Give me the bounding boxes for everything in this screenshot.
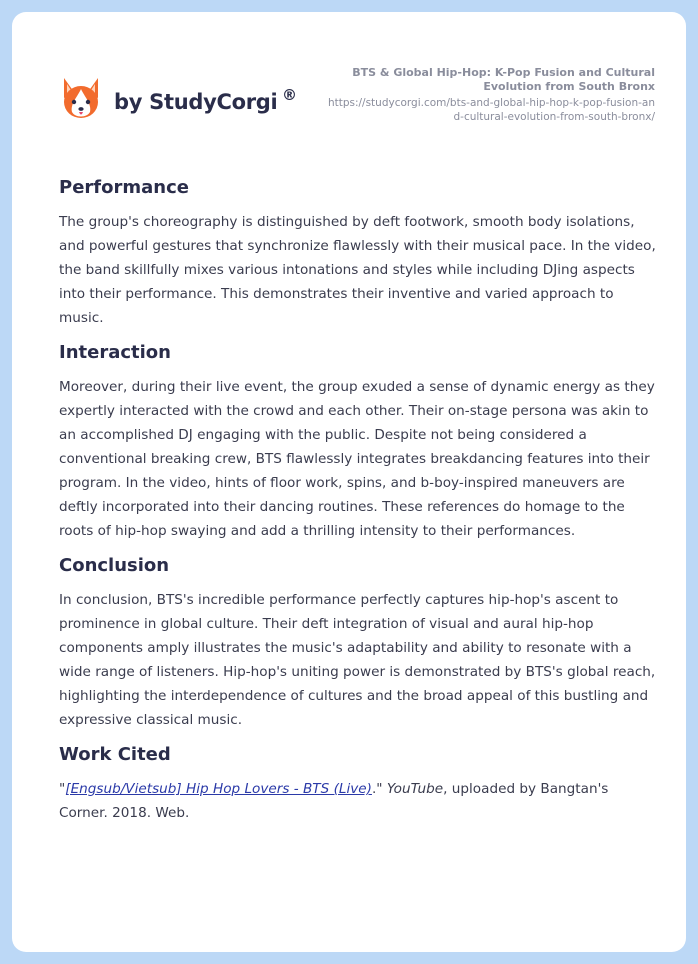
document-content (59, 175, 659, 835)
citation (59, 777, 659, 825)
section-body: Moreover, during their live event, the group exuded a sense of dynamic energy as they expertly interacted with the crowd and each other. Their on-stage persona was akin to an accomplished DJ engaging with the public. Despite not being considered a conventional breaking crew, BTS flawlessly integrates breakdancing features into their program. In the video, hints of floor work, spins, and b-boy-inspired maneuvers are deftly incorporated into their dancing routines. These references do homage to the roots of hip-hop swaying and add a thrilling intensity to their performances. (59, 379, 655, 539)
citation-source: YouTube (386, 781, 444, 797)
logo-text: by StudyCorgi (114, 90, 278, 114)
document-url[interactable]: https://studycorgi.com/bts-and-global-hip-hop-k-pop-fusion-and-cultural-evolution-from-south-bronx/ (327, 97, 655, 123)
section-body: The group's choreography is distinguished by deft footwork, smooth body isolations, and powerful gestures that synchronize flawlessly with their musical pace. In the video, the band skillfully mixes various intonations and styles while including DJing aspects into their performance. This demonstrates their inventive and varied approach to music. (59, 214, 656, 326)
section-works-cited (59, 742, 659, 825)
section-performance (59, 175, 659, 330)
corgi-icon (60, 76, 102, 122)
registered-mark: ® (282, 86, 297, 104)
citation-close-quote: ." (371, 781, 387, 797)
document-title: BTS & Global Hip-Hop: K-Pop Fusion and Cultural Evolution from South Bronx (352, 66, 655, 93)
section-heading: Work Cited (59, 744, 171, 765)
section-body: In conclusion, BTS's incredible performance perfectly captures hip-hop's ascent to prominence in global culture. Their deft integration of visual and aural hip-hop components amply illustrates the music's adaptability and ability to resonate with a wide range of listeners. Hip-hop's uniting power is demonstrated by BTS's global reach, highlighting the interdependence of cultures and the broad appeal of this bustling and expressive classical music. (59, 592, 656, 728)
studycorgi-logo[interactable] (60, 74, 310, 134)
citation-link[interactable]: [Engsub/Vietsub] Hip Hop Lovers - BTS (Live) (65, 781, 372, 797)
document-page (12, 12, 686, 952)
citation-open-quote: " (59, 781, 66, 797)
section-heading: Conclusion (59, 555, 170, 576)
citation-rest: , uploaded by Bangtan's Corner. 2018. Web. (59, 781, 609, 821)
section-conclusion (59, 553, 659, 732)
section-interaction (59, 340, 659, 543)
section-heading: Interaction (59, 342, 171, 363)
document-meta (325, 66, 655, 124)
section-heading: Performance (59, 177, 189, 198)
